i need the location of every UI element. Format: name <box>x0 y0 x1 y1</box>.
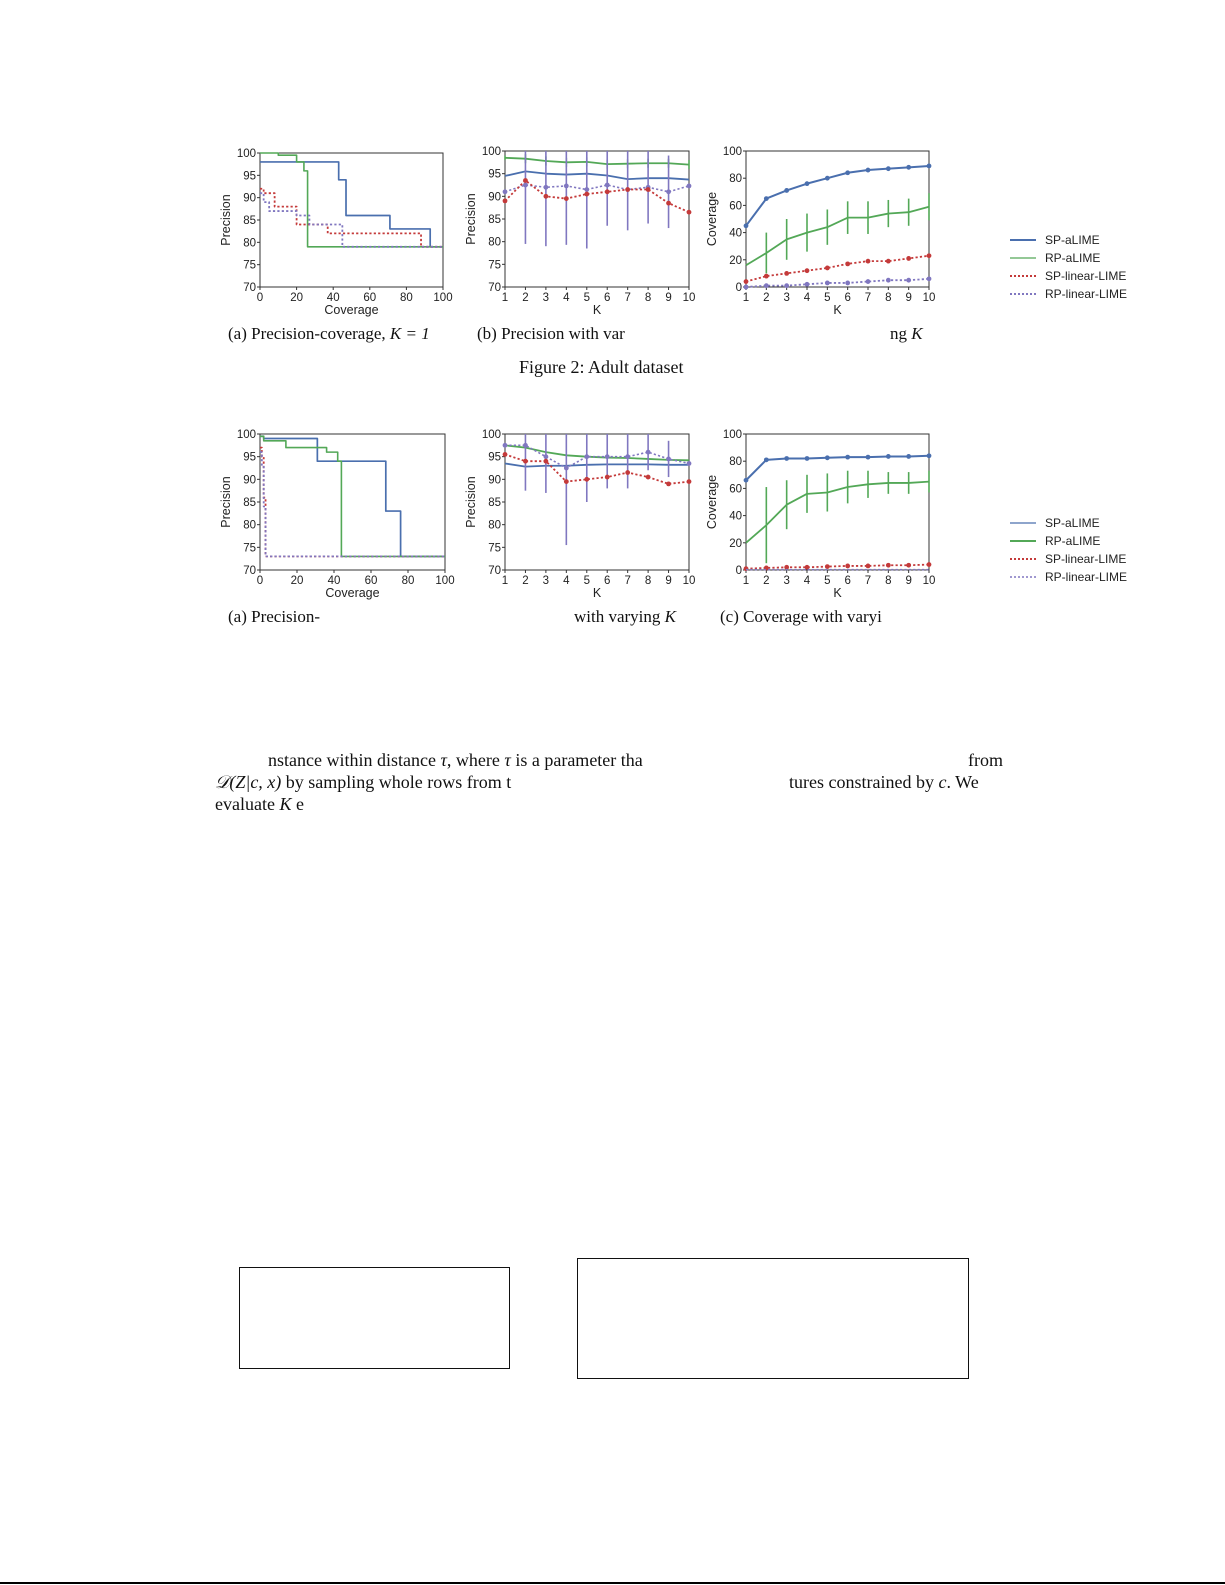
body-line-1-left: nstance within distance τ, where τ is a parameter tha <box>268 750 643 770</box>
data-point <box>744 478 749 483</box>
x-tick-label: 3 <box>542 575 550 587</box>
series-sp-alime <box>744 453 932 482</box>
chart-f2a <box>210 140 460 320</box>
data-point <box>764 457 769 462</box>
legend-label: SP-linear-LIME <box>1045 269 1127 283</box>
y-tick-label: 100 <box>481 429 501 441</box>
x-tick-label: 4 <box>563 575 570 587</box>
x-tick-label: 4 <box>803 575 811 587</box>
series-line <box>746 456 929 480</box>
x-tick-label: 2 <box>763 292 770 304</box>
x-axis-label: K <box>833 586 842 600</box>
legend-item <box>1010 285 1127 303</box>
caption-f2b: (b) Precision with var <box>477 324 625 343</box>
series-line <box>746 166 929 226</box>
y-tick-label: 90 <box>488 191 501 204</box>
data-point <box>866 259 871 264</box>
data-point <box>666 481 671 486</box>
data-point <box>886 166 891 171</box>
y-tick-label: 20 <box>729 254 742 267</box>
data-point <box>523 443 528 448</box>
series-line <box>505 463 689 466</box>
y-tick-label: 90 <box>243 192 256 205</box>
data-point <box>687 479 692 484</box>
x-tick-label: 1 <box>501 292 509 304</box>
legend-item <box>1010 231 1127 249</box>
x-tick-label: 6 <box>844 292 851 304</box>
data-point <box>605 189 610 194</box>
plot-frame <box>260 434 445 570</box>
series-sp-linear-lime <box>260 189 443 247</box>
series-sp-linear-lime <box>744 253 932 284</box>
x-tick-label: 0 <box>256 575 264 587</box>
x-tick-label: 8 <box>644 292 652 304</box>
x-tick-label: 80 <box>400 292 413 304</box>
y-tick-label: 75 <box>488 542 501 555</box>
y-tick-label: 80 <box>488 236 501 249</box>
legend-label: RP-aLIME <box>1045 251 1101 265</box>
data-point <box>764 283 769 288</box>
data-point <box>886 563 891 568</box>
legend-label: SP-linear-LIME <box>1045 552 1127 566</box>
series-sp-linear-lime <box>260 448 445 557</box>
x-tick-label: 3 <box>542 292 550 304</box>
body-line-2-left: 𝒟(Z|c, x) by sampling whole rows from t <box>215 772 512 792</box>
x-tick-label: 5 <box>824 575 831 587</box>
chart-f3b <box>455 423 705 603</box>
legend-figure-3 <box>1010 514 1127 586</box>
plot-frame <box>260 153 443 287</box>
legend-swatch <box>1010 272 1036 280</box>
y-tick-label: 60 <box>729 200 742 213</box>
empty-frame-left <box>239 1267 510 1369</box>
data-point <box>666 457 671 462</box>
x-tick-label: 1 <box>742 292 750 304</box>
data-point <box>866 279 871 284</box>
data-point <box>784 283 789 288</box>
series-line <box>505 185 689 192</box>
series-line <box>260 162 443 247</box>
data-point <box>646 450 651 455</box>
y-tick-label: 85 <box>243 497 256 509</box>
data-point <box>503 443 508 448</box>
caption-f3c: (c) Coverage with varyi <box>720 607 882 626</box>
series-rp-alime <box>505 154 689 169</box>
series-line <box>505 171 689 179</box>
data-point <box>906 256 911 261</box>
series-sp-alime <box>260 162 443 247</box>
x-tick-label: 100 <box>435 575 455 587</box>
data-point <box>687 184 692 189</box>
data-point <box>625 454 630 459</box>
caption-f3b: with varying K <box>574 607 676 626</box>
data-point <box>687 210 692 215</box>
plot-frame <box>505 434 689 570</box>
x-tick-label: 2 <box>522 575 529 587</box>
x-tick-label: 100 <box>433 292 453 304</box>
series-line <box>260 436 445 556</box>
figure-2-title: Figure 2: Adult dataset <box>519 357 684 377</box>
x-tick-label: 1 <box>501 575 509 587</box>
x-tick-label: 4 <box>563 292 570 304</box>
data-point <box>543 185 548 190</box>
y-tick-label: 100 <box>236 148 256 160</box>
x-axis-label: K <box>592 586 602 600</box>
y-tick-label: 100 <box>722 146 742 158</box>
data-point <box>805 456 810 461</box>
y-tick-label: 85 <box>243 215 256 227</box>
series-rp-alime <box>260 436 445 556</box>
data-point <box>845 281 850 286</box>
y-tick-label: 85 <box>488 497 501 509</box>
x-tick-label: 80 <box>401 575 415 587</box>
legend-item <box>1010 568 1127 586</box>
data-point <box>805 181 810 186</box>
data-point <box>564 184 569 189</box>
chart-f2b <box>455 140 705 320</box>
series-line <box>260 448 445 557</box>
legend-item <box>1010 267 1127 285</box>
y-axis-label: Precision <box>219 476 233 528</box>
series-line <box>746 565 929 569</box>
data-point <box>584 192 589 197</box>
legend-label: RP-linear-LIME <box>1045 287 1128 301</box>
data-point <box>584 477 589 482</box>
data-point <box>523 178 528 183</box>
data-point <box>564 196 569 201</box>
series-line <box>746 207 929 265</box>
x-tick-label: 9 <box>665 575 672 587</box>
x-tick-label: 8 <box>885 575 892 587</box>
x-axis-label: K <box>592 303 602 317</box>
x-tick-label: 9 <box>905 292 912 304</box>
y-tick-label: 40 <box>729 227 742 240</box>
series-line <box>260 189 443 247</box>
y-tick-label: 90 <box>243 474 256 487</box>
data-point <box>744 285 749 290</box>
data-point <box>744 223 749 228</box>
y-tick-label: 70 <box>243 565 256 577</box>
x-tick-label: 5 <box>583 575 590 587</box>
data-point <box>646 187 651 192</box>
series-line <box>505 445 689 460</box>
legend-label: RP-aLIME <box>1045 534 1101 548</box>
legend-swatch <box>1010 519 1036 527</box>
legend-label: SP-aLIME <box>1045 233 1100 247</box>
x-tick-label: 7 <box>864 575 872 587</box>
x-tick-label: 40 <box>326 292 340 304</box>
series-line <box>746 482 929 543</box>
y-tick-label: 75 <box>243 259 256 272</box>
y-axis-label: Precision <box>464 193 478 245</box>
data-point <box>605 454 610 459</box>
x-tick-label: 3 <box>783 575 790 587</box>
data-point <box>886 454 891 459</box>
series-rp-alime <box>260 153 443 247</box>
data-point <box>845 455 850 460</box>
series-sp-linear-lime <box>503 178 692 215</box>
y-tick-label: 100 <box>722 429 742 441</box>
legend-swatch <box>1010 254 1036 262</box>
y-tick-label: 80 <box>729 173 742 186</box>
chart-f3c <box>695 423 945 603</box>
series-rp-alime <box>505 445 689 460</box>
x-tick-label: 2 <box>763 575 770 587</box>
series-rp-linear-lime <box>260 452 445 556</box>
data-point <box>825 266 830 271</box>
x-axis-label: Coverage <box>324 303 379 317</box>
series-line <box>260 452 445 556</box>
data-point <box>564 479 569 484</box>
data-point <box>906 278 911 283</box>
y-axis-label: Coverage <box>705 474 719 530</box>
x-axis-label: Coverage <box>325 586 380 600</box>
y-tick-label: 85 <box>488 214 501 226</box>
y-tick-label: 75 <box>488 259 501 272</box>
data-point <box>784 188 789 193</box>
data-point <box>927 164 932 169</box>
series-rp-alime <box>746 471 929 563</box>
data-point <box>784 456 789 461</box>
data-point <box>625 187 630 192</box>
data-point <box>866 455 871 460</box>
series-rp-linear-lime <box>503 151 692 248</box>
data-point <box>605 183 610 188</box>
series-line <box>260 193 443 247</box>
legend-swatch <box>1010 236 1036 244</box>
y-axis-label: Coverage <box>705 191 719 247</box>
chart-f2c <box>695 140 945 320</box>
caption-f2a: (a) Precision-coverage, K = 1 <box>228 324 430 343</box>
y-tick-label: 100 <box>236 429 256 441</box>
data-point <box>564 466 569 471</box>
legend-label: SP-aLIME <box>1045 516 1100 530</box>
x-tick-label: 6 <box>844 575 851 587</box>
x-tick-label: 7 <box>624 575 631 587</box>
x-tick-label: 8 <box>885 292 892 304</box>
x-tick-label: 5 <box>583 292 590 304</box>
y-tick-label: 70 <box>488 565 501 577</box>
x-tick-label: 9 <box>665 292 672 304</box>
legend-item <box>1010 249 1127 267</box>
y-tick-label: 70 <box>243 282 256 294</box>
data-point <box>646 475 651 480</box>
body-line-3: evaluate K e <box>215 794 304 814</box>
y-tick-label: 100 <box>481 146 501 158</box>
data-point <box>825 455 830 460</box>
y-axis-label: Precision <box>464 476 478 528</box>
data-point <box>927 562 932 567</box>
data-point <box>927 276 932 281</box>
legend-item <box>1010 550 1127 568</box>
data-point <box>503 452 508 457</box>
data-point <box>764 274 769 279</box>
y-tick-label: 95 <box>243 451 256 464</box>
data-point <box>503 198 508 203</box>
data-point <box>584 454 589 459</box>
series-line <box>746 279 929 287</box>
x-tick-label: 7 <box>864 292 872 304</box>
series-sp-alime <box>505 463 689 466</box>
data-point <box>886 259 891 264</box>
caption-f2c: ng K <box>890 324 923 343</box>
series-line <box>260 153 443 247</box>
y-tick-label: 40 <box>729 510 742 523</box>
series-sp-alime <box>505 171 689 179</box>
y-tick-label: 75 <box>243 542 256 555</box>
series-line <box>505 158 689 165</box>
legend-swatch <box>1010 290 1036 298</box>
x-tick-label: 60 <box>364 575 378 587</box>
x-tick-label: 3 <box>783 292 790 304</box>
x-tick-label: 10 <box>682 575 696 587</box>
data-point <box>666 189 671 194</box>
x-tick-label: 40 <box>327 575 341 587</box>
y-tick-label: 80 <box>488 519 501 532</box>
x-tick-label: 2 <box>522 292 529 304</box>
data-point <box>906 454 911 459</box>
legend-swatch <box>1010 537 1036 545</box>
data-point <box>825 176 830 181</box>
data-point <box>805 268 810 273</box>
data-point <box>927 453 932 458</box>
y-tick-label: 95 <box>488 168 501 181</box>
body-line-1-right: from <box>968 750 1003 770</box>
legend-swatch <box>1010 573 1036 581</box>
series-sp-alime <box>744 164 932 229</box>
y-tick-label: 80 <box>243 237 256 250</box>
x-tick-label: 4 <box>803 292 811 304</box>
series-rp-linear-lime <box>260 193 443 247</box>
legend-swatch <box>1010 555 1036 563</box>
plot-frame <box>746 434 929 570</box>
data-point <box>625 470 630 475</box>
x-tick-label: 8 <box>644 575 652 587</box>
empty-frame-right <box>577 1258 969 1379</box>
series-sp-alime <box>260 436 445 556</box>
data-point <box>825 281 830 286</box>
series-line <box>260 436 445 556</box>
chart-f3a <box>210 423 460 603</box>
data-point <box>906 563 911 568</box>
data-point <box>845 170 850 175</box>
data-point <box>845 564 850 569</box>
y-tick-label: 80 <box>729 456 742 469</box>
x-tick-label: 10 <box>922 575 936 587</box>
x-tick-label: 20 <box>290 575 304 587</box>
x-axis-label: K <box>833 303 842 317</box>
data-point <box>543 459 548 464</box>
x-tick-label: 60 <box>363 292 377 304</box>
data-point <box>845 261 850 266</box>
data-point <box>805 282 810 287</box>
data-point <box>605 475 610 480</box>
data-point <box>866 168 871 173</box>
y-tick-label: 70 <box>488 282 501 294</box>
page-bottom-rule <box>0 1582 1225 1584</box>
data-point <box>744 279 749 284</box>
series-line <box>505 180 689 212</box>
y-tick-label: 20 <box>729 537 742 550</box>
y-axis-label: Precision <box>219 194 233 246</box>
y-tick-label: 60 <box>729 483 742 496</box>
caption-f3a: (a) Precision- <box>228 607 321 626</box>
x-tick-label: 1 <box>742 575 750 587</box>
y-tick-label: 0 <box>735 282 742 294</box>
legend-figure-2 <box>1010 231 1127 303</box>
y-tick-label: 80 <box>243 519 256 532</box>
y-tick-label: 90 <box>488 474 501 487</box>
series-rp-alime <box>746 193 929 273</box>
x-tick-label: 5 <box>824 292 831 304</box>
data-point <box>825 564 830 569</box>
data-point <box>543 454 548 459</box>
body-line-2-right: tures constrained by c. We <box>789 772 979 792</box>
x-tick-label: 10 <box>922 292 936 304</box>
y-tick-label: 95 <box>243 170 256 183</box>
legend-label: RP-linear-LIME <box>1045 570 1128 584</box>
y-tick-label: 95 <box>488 451 501 464</box>
data-point <box>523 183 528 188</box>
data-point <box>927 253 932 258</box>
series-rp-linear-lime <box>503 434 692 545</box>
data-point <box>687 461 692 466</box>
data-point <box>666 201 671 206</box>
x-tick-label: 7 <box>624 292 631 304</box>
data-point <box>503 189 508 194</box>
data-point <box>784 271 789 276</box>
data-point <box>523 459 528 464</box>
y-tick-label: 0 <box>735 565 742 577</box>
series-line <box>746 256 929 282</box>
data-point <box>543 194 548 199</box>
x-tick-label: 20 <box>290 292 303 304</box>
x-tick-label: 9 <box>905 575 912 587</box>
x-tick-label: 10 <box>682 292 696 304</box>
data-point <box>584 187 589 192</box>
data-point <box>886 278 891 283</box>
data-point <box>764 196 769 201</box>
x-tick-label: 0 <box>256 292 264 304</box>
x-tick-label: 6 <box>604 292 611 304</box>
legend-item <box>1010 514 1127 532</box>
legend-item <box>1010 532 1127 550</box>
data-point <box>866 564 871 569</box>
x-tick-label: 6 <box>604 575 611 587</box>
data-point <box>906 165 911 170</box>
